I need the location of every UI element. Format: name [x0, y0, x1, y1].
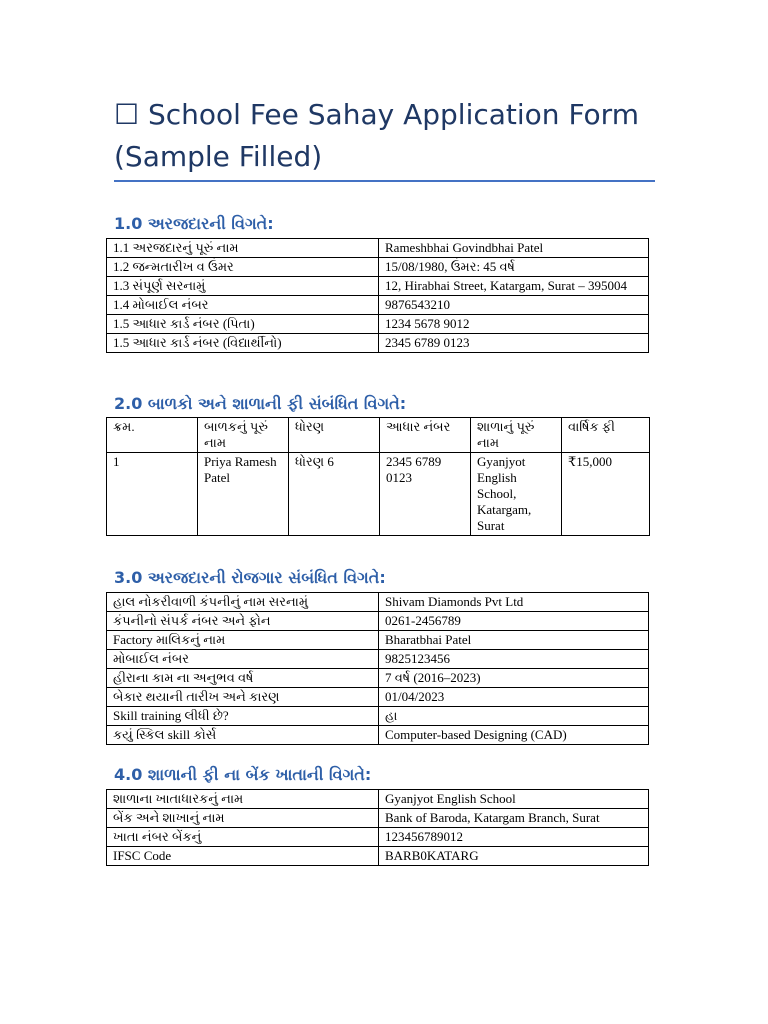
section-1-heading: 1.0 અરજદારની વિગતે:: [114, 214, 274, 233]
field-value: હા: [379, 707, 649, 726]
field-label: હીરાના કામ ના અનુભવ વર્ષ: [107, 669, 379, 688]
column-header: બાળકનું પૂરું નામ: [198, 418, 289, 453]
field-label: કંપનીનો સંપર્ક નંબર અને ફોન: [107, 612, 379, 631]
section-4-heading: 4.0 શાળાની ફી ના બેંક ખાતાની વિગતે:: [114, 765, 372, 784]
field-label: 1.5 આધાર કાર્ડ નંબર (પિતા): [107, 315, 379, 334]
field-label: 1.1 અરજદારનું પૂરું નામ: [107, 239, 379, 258]
table-row: [107, 612, 649, 631]
table-cell: 1: [107, 453, 198, 536]
table-row: [107, 707, 649, 726]
column-header: ધોરણ: [289, 418, 380, 453]
field-label: મોબાઈલ નંબર: [107, 650, 379, 669]
column-header: શાળાનું પૂરું નામ: [471, 418, 562, 453]
section-2-heading: 2.0 બાળકો અને શાળાની ફી સંબંધિત વિગતે:: [114, 394, 407, 413]
field-label: બેંક અને શાખાનું નામ: [107, 809, 379, 828]
field-label: કયું સ્કિલ skill કોર્સ: [107, 726, 379, 745]
table-row: [107, 334, 649, 353]
column-header: વાર્ષિક ફી: [562, 418, 650, 453]
table-row: [107, 453, 650, 536]
title-divider: [114, 180, 655, 182]
table-cell: ₹15,000: [562, 453, 650, 536]
table-cell: Gyanjyot English School, Katargam, Surat: [471, 453, 562, 536]
field-label: બેકાર થયાની તારીખ અને કારણ: [107, 688, 379, 707]
column-header: આધાર નંબર: [380, 418, 471, 453]
table-row: [107, 593, 649, 612]
table-row: [107, 669, 649, 688]
field-label: 1.3 સંપૂર્ણ સરનામું: [107, 277, 379, 296]
field-value: Bank of Baroda, Katargam Branch, Surat: [379, 809, 649, 828]
field-value: 7 વર્ષ (2016–2023): [379, 669, 649, 688]
field-label: Skill training લીધી છે?: [107, 707, 379, 726]
table-row: [107, 809, 649, 828]
field-value: 9825123456: [379, 650, 649, 669]
table-row: [107, 650, 649, 669]
field-label: 1.4 મોબાઈલ નંબર: [107, 296, 379, 315]
field-label: IFSC Code: [107, 847, 379, 866]
field-label: Factory માલિકનું નામ: [107, 631, 379, 650]
field-label: શાળાના ખાતાધારકનું નામ: [107, 790, 379, 809]
children-fee-table: [106, 417, 650, 536]
field-value: Shivam Diamonds Pvt Ltd: [379, 593, 649, 612]
table-row: [107, 847, 649, 866]
field-value: 123456789012: [379, 828, 649, 847]
table-row: [107, 258, 649, 277]
field-value: 15/08/1980, ઉંમર: 45 વર્ષ: [379, 258, 649, 277]
table-cell: 2345 6789 0123: [380, 453, 471, 536]
field-value: Rameshbhai Govindbhai Patel: [379, 239, 649, 258]
field-value: 9876543210: [379, 296, 649, 315]
table-row: [107, 277, 649, 296]
field-label: 1.2 જન્મતારીખ વ ઉંમર: [107, 258, 379, 277]
bank-details-table: [106, 789, 649, 866]
field-value: Gyanjyot English School: [379, 790, 649, 809]
field-value: Computer-based Designing (CAD): [379, 726, 649, 745]
table-cell: ધોરણ 6: [289, 453, 380, 536]
field-value: Bharatbhai Patel: [379, 631, 649, 650]
column-header: ક્રમ.: [107, 418, 198, 453]
table-row: [107, 631, 649, 650]
table-row: [107, 239, 649, 258]
field-label: હાલ નોકરીવાળી કંપનીનું નામ સરનામું: [107, 593, 379, 612]
section-3-heading: 3.0 અરજદારની રોજગાર સંબંધિત વિગતે:: [114, 568, 386, 587]
applicant-details-table: [106, 238, 649, 353]
field-label: 1.5 આધાર કાર્ડ નંબર (વિદ્યાર્થીનો): [107, 334, 379, 353]
table-row: [107, 726, 649, 745]
field-value: 01/04/2023: [379, 688, 649, 707]
page-title: ☐ School Fee Sahay Application Form (Sample Filled): [114, 98, 639, 173]
field-value: 0261-2456789: [379, 612, 649, 631]
table-row: [107, 688, 649, 707]
employment-details-table: [106, 592, 649, 745]
field-value: 2345 6789 0123: [379, 334, 649, 353]
field-value: 12, Hirabhai Street, Katargam, Surat – 395004: [379, 277, 649, 296]
table-cell: Priya Ramesh Patel: [198, 453, 289, 536]
field-label: ખાતા નંબર બેંકનું: [107, 828, 379, 847]
table-row: [107, 790, 649, 809]
field-value: BARB0KATARG: [379, 847, 649, 866]
table-row: [107, 296, 649, 315]
table-row: [107, 315, 649, 334]
field-value: 1234 5678 9012: [379, 315, 649, 334]
table-row: [107, 828, 649, 847]
table-header-row: [107, 418, 650, 453]
